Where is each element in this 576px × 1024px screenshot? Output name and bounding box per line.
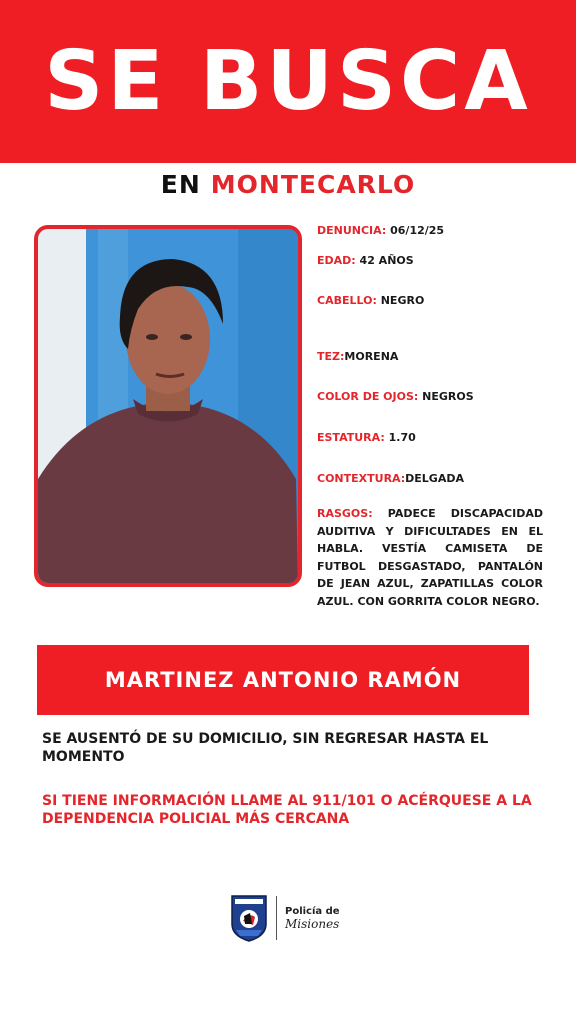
detail-cabello [317, 294, 424, 307]
detail-value: MORENA [344, 350, 399, 363]
detail-label: RASGOS: [317, 507, 373, 520]
police-shield-icon [230, 894, 268, 942]
location-prefix: EN [160, 170, 201, 199]
logo-line1: Policía de [285, 905, 340, 917]
detail-value: PADECE DISCAPACIDAD AUDITIVA Y DIFICULTADES EN EL HABLA. VESTÍA CAMISETA DE FUTBOL DESGASTADO, PANTALÓN DE JEAN AZUL, ZAPATILLAS COLOR AZUL. CON GORRITA COLOR NEGRO. [317, 507, 543, 608]
detail-value: 1.70 [388, 431, 416, 444]
person-name: MARTINEZ ANTONIO RAMÓN [104, 668, 462, 692]
logo-line2: Misiones [285, 916, 340, 931]
logo-text [285, 906, 340, 931]
poster-title: SE BUSCA [44, 34, 532, 129]
detail-tez [317, 350, 398, 363]
detail-ojos [317, 390, 474, 403]
detail-label: COLOR DE OJOS: [317, 390, 419, 403]
detail-label: DENUNCIA: [317, 224, 387, 237]
detail-denuncia [317, 224, 444, 237]
detail-value: NEGRO [380, 294, 425, 307]
detail-label: ESTATURA: [317, 431, 385, 444]
detail-value: DELGADA [405, 472, 464, 485]
detail-edad [317, 254, 414, 267]
logo-separator [276, 896, 277, 940]
detail-value: NEGROS [422, 390, 474, 403]
absence-text: SE AUSENTÓ DE SU DOMICILIO, SIN REGRESAR HASTA EL MOMENTO [42, 731, 489, 765]
location-line [0, 170, 576, 199]
location-city: MONTECARLO [210, 170, 416, 199]
detail-rasgos [317, 505, 543, 610]
person-photo [34, 225, 302, 587]
detail-value: 42 AÑOS [359, 254, 414, 267]
police-logo [230, 893, 340, 943]
detail-label: CONTEXTURA: [317, 472, 406, 485]
detail-label: CABELLO: [317, 294, 377, 307]
call-to-action-text: SI TIENE INFORMACIÓN LLAME AL 911/101 O ACÉRQUESE A LA DEPENDENCIA POLICIAL MÁS CERCANA [42, 793, 532, 827]
detail-label: EDAD: [317, 254, 356, 267]
detail-label: TEZ: [317, 350, 345, 363]
person-photo-image [38, 229, 298, 583]
name-bar [37, 645, 529, 715]
detail-value: 06/12/25 [390, 224, 445, 237]
detail-estatura [317, 431, 416, 444]
header-banner [0, 0, 576, 163]
detail-contextura [317, 472, 464, 485]
